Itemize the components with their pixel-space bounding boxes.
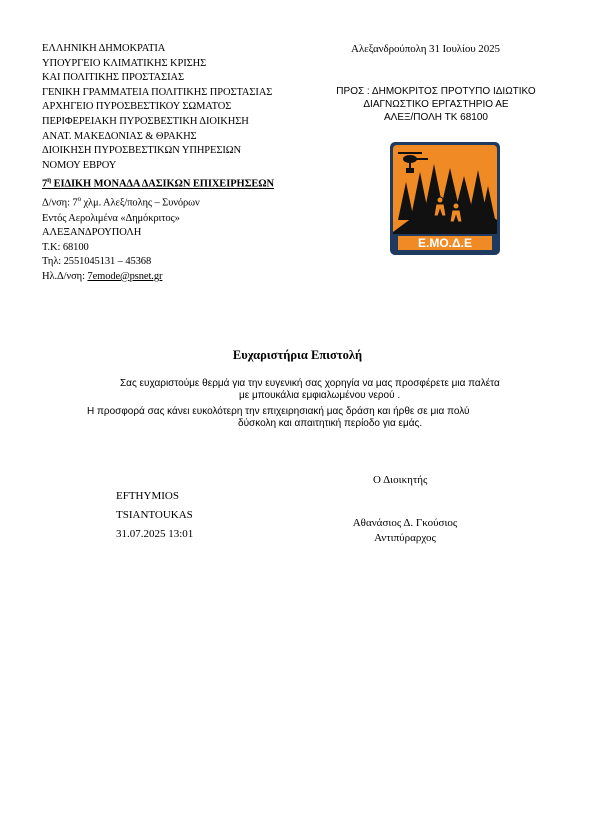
address: Δ/νση: $7^o$ χλμ. Αλεξ/πολης – Συνόρων [42, 195, 200, 209]
commander-title: Ο Διοικητής [373, 474, 428, 486]
sender-line: ΓΕΝΙΚΗ ΓΡΑΜΜΑΤΕΙΑ ΠΟΛΙΤΙΚΗΣ ΠΡΟΣΤΑΣΙΑΣ [42, 86, 273, 98]
emode-logo-graphic [390, 142, 500, 255]
email-link[interactable]: 7emode@psnet.gr [87, 270, 163, 282]
sender-line: ΠΕΡΙΦΕΡΕΙΑΚΗ ΠΥΡΟΣΒΕΣΤΙΚΗ ΔΙΟΙΚΗΣΗ [42, 115, 249, 127]
sender-line: ΚΑΙ ΠΟΛΙΤΙΚΗΣ ΠΡΟΣΤΑΣΙΑΣ [42, 72, 185, 84]
body-line: Σας ευχαριστούμε θερμά για την ευγενική σας χορηγία να μας προσφέρετε μια παλέτα [120, 378, 500, 389]
signature-timestamp: 31.07.2025 13:01 [116, 528, 194, 540]
signatory-block [330, 516, 480, 545]
signatory-name: Αθανάσιος Δ. Γκούσιος [352, 517, 458, 529]
signatory-rank: Αντιπύραρχος [374, 531, 436, 544]
sender-line: ΑΝΑΤ. ΜΑΚΕΔΟΝΙΑΣ & ΘΡΑΚΗΣ [42, 130, 197, 142]
recipient-line: ΑΛΕΞ/ΠΟΛΗ ΤΚ 68100 [384, 112, 488, 124]
airport-location: Εντός Αερολιμένα «Δημόκριτος» [42, 212, 180, 224]
digital-signature-stamp [116, 487, 193, 544]
sender-line: ΑΡΧΗΓΕΙΟ ΠΥΡΟΣΒΕΣΤΙΚΟΥ ΣΩΜΑΤΟΣ [42, 101, 232, 113]
body-line: δύσκολη και απαιτητική περίοδο για εμάς. [238, 418, 423, 429]
sender-line: ΕΛΛΗΝΙΚΗ ΔΗΜΟΚΡΑΤΙΑ [42, 43, 166, 54]
phone: Τηλ: 2551045131 – 45368 [42, 256, 152, 268]
signer-last-name: TSIANTOUKAS [116, 509, 193, 521]
recipient-line: ΔΙΑΓΝΩΣΤΙΚΟ ΕΡΓΑΣΤΗΡΙΟ ΑΕ [363, 99, 509, 111]
email-line: Ηλ.Δ/νση: 7emode@psnet.gr [42, 270, 163, 282]
sender-block [42, 42, 274, 285]
unit-name: $7^\eta$ ΕΙΔΙΚΗ ΜΟΝΑΔΑ ΔΑΣΙΚΩΝ ΕΠΙΧΕΙΡΗΣΕΩΝ [42, 176, 275, 190]
letter-title: Ευχαριστήρια Επιστολή [232, 348, 363, 362]
body-line: με μπουκάλια εμφιαλωμένου νερού . [239, 390, 401, 401]
signer-first-name: EFTHYMIOS [116, 490, 179, 502]
date: Αλεξανδρούπολη 31 Ιουλίου 2025 [351, 43, 500, 55]
recipient-line: ΠΡΟΣ : ΔΗΜΟΚΡΙΤΟΣ ΠΡΟΤΥΠΟ ΙΔΙΩΤΙΚΟ [336, 86, 536, 97]
sender-line: ΔΙΟΙΚΗΣΗ ΠΥΡΟΣΒΕΣΤΙΚΩΝ ΥΠΗΡΕΣΙΩΝ [42, 145, 241, 157]
sender-line: ΝΟΜΟΥ ΕΒΡΟΥ [42, 159, 117, 171]
svg-text:Ε.ΜΟ.Δ.Ε: Ε.ΜΟ.Δ.Ε [418, 236, 472, 250]
postal-code: Τ.Κ: 68100 [42, 241, 89, 253]
recipient-block [318, 85, 554, 125]
emode-logo [390, 142, 500, 255]
city: ΑΛΕΞΑΝΔΡΟΥΠΟΛΗ [42, 227, 142, 239]
body-line: Η προσφορά σας κάνει ευκολότερη την επιχειρησιακή μας δράση και ήρθε σε μια πολύ [87, 406, 470, 417]
sender-line: ΥΠΟΥΡΓΕΙΟ ΚΛΙΜΑΤΙΚΗΣ ΚΡΙΣΗΣ [42, 57, 207, 69]
